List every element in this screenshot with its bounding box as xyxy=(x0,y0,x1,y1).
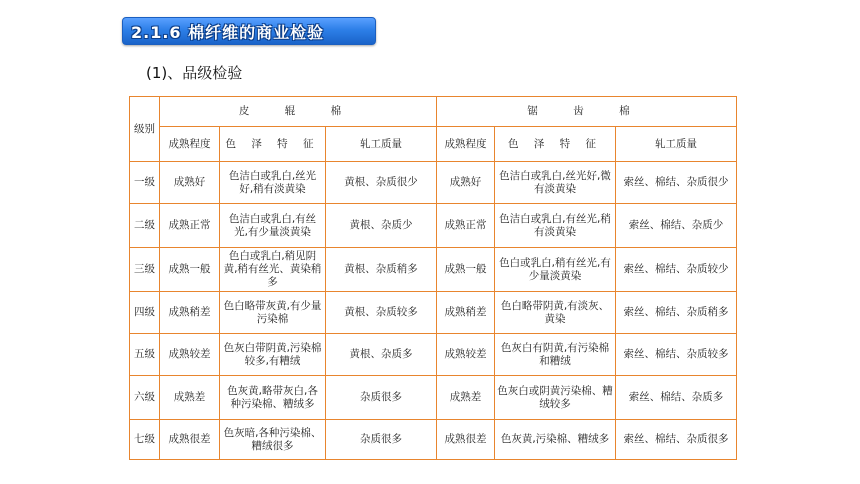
table-cell: 索丝、棉结、杂质稍多 xyxy=(616,292,737,334)
grade-cell: 一级 xyxy=(130,162,160,204)
column-header: 成熟程度 xyxy=(160,127,220,162)
table-cell: 黄根、杂质较多 xyxy=(326,292,437,334)
table-cell: 色灰暗,各种污染棉、糟绒很多 xyxy=(220,420,326,460)
group-header-right: 锯 齿 棉 xyxy=(437,97,737,127)
table-cell: 成熟很差 xyxy=(437,420,495,460)
table-cell: 色灰白或阴黄污染棉、糟绒较多 xyxy=(495,376,616,420)
table-cell: 成熟好 xyxy=(437,162,495,204)
grade-cell: 二级 xyxy=(130,204,160,248)
table-cell: 索丝、棉结、杂质很多 xyxy=(616,420,737,460)
table-cell: 索丝、棉结、杂质较多 xyxy=(616,334,737,376)
table-cell: 色灰白带阴黄,污染棉较多,有糟绒 xyxy=(220,334,326,376)
table-cell: 成熟稍差 xyxy=(437,292,495,334)
table-row xyxy=(130,334,737,376)
table-cell: 索丝、棉结、杂质少 xyxy=(616,204,737,248)
table-row xyxy=(130,420,737,460)
table-cell: 成熟很差 xyxy=(160,420,220,460)
table-header-row-2 xyxy=(130,127,737,162)
table-row xyxy=(130,248,737,292)
table-cell: 色白或乳白,稍有丝光,有少量淡黄染 xyxy=(495,248,616,292)
column-header: 轧工质量 xyxy=(616,127,737,162)
table-cell: 色洁白或乳白,丝光好,微有淡黄染 xyxy=(495,162,616,204)
table-cell: 成熟较差 xyxy=(437,334,495,376)
table-cell: 成熟正常 xyxy=(437,204,495,248)
table-cell: 杂质很多 xyxy=(326,420,437,460)
table-cell: 索丝、棉结、杂质多 xyxy=(616,376,737,420)
table-cell: 色白略带灰黄,有少量污染棉 xyxy=(220,292,326,334)
table-row xyxy=(130,376,737,420)
table-cell: 成熟较差 xyxy=(160,334,220,376)
grade-cell: 四级 xyxy=(130,292,160,334)
table-cell: 成熟一般 xyxy=(437,248,495,292)
grade-table xyxy=(129,96,737,460)
table-cell: 成熟一般 xyxy=(160,248,220,292)
table-row xyxy=(130,204,737,248)
table-cell: 色灰黄,污染棉、糟绒多 xyxy=(495,420,616,460)
grade-cell: 六级 xyxy=(130,376,160,420)
section-title: 2.1.6 棉纤维的商业检验 xyxy=(131,22,325,42)
table-cell: 黄根、杂质少 xyxy=(326,204,437,248)
table-cell: 杂质很多 xyxy=(326,376,437,420)
table-cell: 索丝、棉结、杂质很少 xyxy=(616,162,737,204)
group-header-left: 皮 辊 棉 xyxy=(160,97,437,127)
table-header-row-1 xyxy=(130,97,737,127)
grade-cell: 五级 xyxy=(130,334,160,376)
table-cell: 索丝、棉结、杂质较少 xyxy=(616,248,737,292)
table-cell: 色洁白或乳白,丝光好,稍有淡黄染 xyxy=(220,162,326,204)
grade-header-cell: 级别 xyxy=(130,97,160,162)
table-cell: 黄根、杂质很少 xyxy=(326,162,437,204)
table-cell: 成熟稍差 xyxy=(160,292,220,334)
column-header: 成熟程度 xyxy=(437,127,495,162)
grade-cell: 三级 xyxy=(130,248,160,292)
table-row xyxy=(130,292,737,334)
table-cell: 色白略带阴黄,有淡灰、黄染 xyxy=(495,292,616,334)
grade-cell: 七级 xyxy=(130,420,160,460)
column-header: 轧工质量 xyxy=(326,127,437,162)
table-cell: 色洁白或乳白,有丝光,稍有淡黄染 xyxy=(495,204,616,248)
section-title-bar xyxy=(122,17,376,45)
table-cell: 成熟差 xyxy=(160,376,220,420)
table-cell: 成熟好 xyxy=(160,162,220,204)
table-cell: 色洁白或乳白,有丝光,有少量淡黄染 xyxy=(220,204,326,248)
table-cell: 黄根、杂质稍多 xyxy=(326,248,437,292)
table-cell: 色灰白有阴黄,有污染棉和糟绒 xyxy=(495,334,616,376)
table-cell: 成熟正常 xyxy=(160,204,220,248)
column-header: 色 泽 特 征 xyxy=(220,127,326,162)
table-row xyxy=(130,162,737,204)
table-cell: 黄根、杂质多 xyxy=(326,334,437,376)
table-cell: 色白或乳白,稍见阴黄,稍有丝光、黄染稍多 xyxy=(220,248,326,292)
table-cell: 色灰黄,略带灰白,各种污染棉、糟绒多 xyxy=(220,376,326,420)
subtitle: (1)、品级检验 xyxy=(146,64,243,82)
column-header: 色 泽 特 征 xyxy=(495,127,616,162)
table-cell: 成熟差 xyxy=(437,376,495,420)
